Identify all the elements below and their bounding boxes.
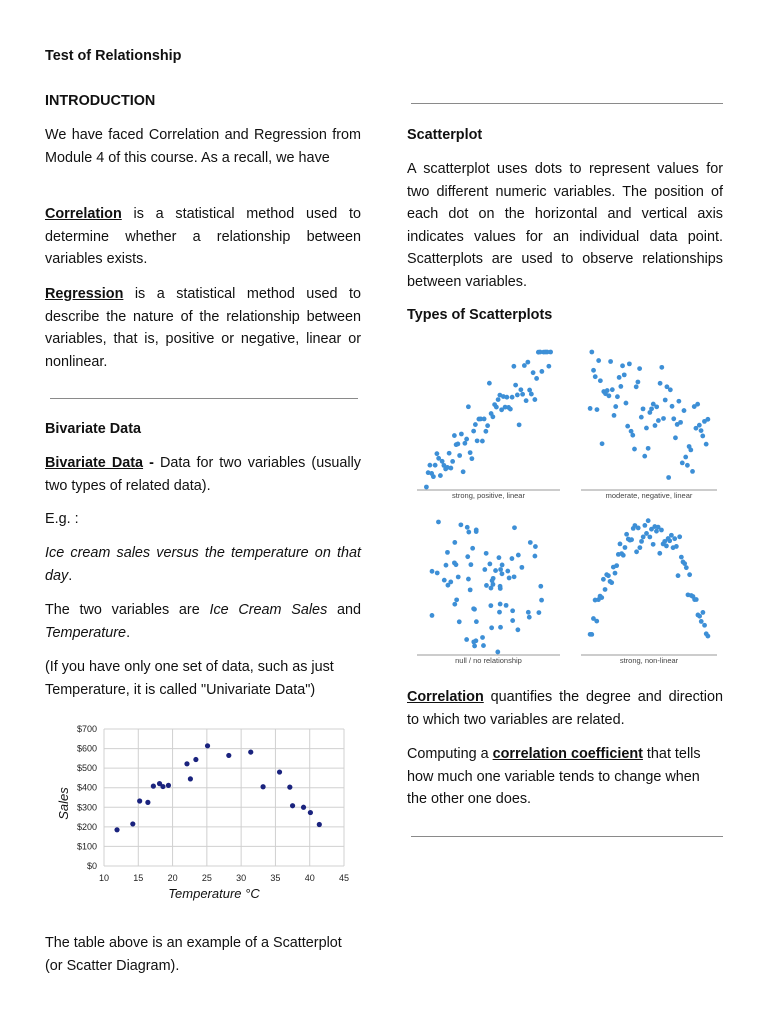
y-tick-label: $100	[76, 841, 97, 852]
example-italic: Ice cream sales versus the temperature on that day	[45, 545, 361, 584]
scatter-dot	[504, 395, 509, 400]
scatter-dot	[668, 387, 673, 392]
scatter-dot	[510, 395, 515, 400]
scatter-dot	[452, 433, 457, 438]
scatter-dot	[466, 577, 471, 582]
scatter-dot	[461, 469, 466, 474]
scatter-dot	[452, 602, 457, 607]
scatter-dot	[699, 619, 704, 624]
bivariate-term: Bivariate Data	[45, 455, 144, 471]
scatter-dot	[465, 554, 470, 559]
scatter-dot	[634, 549, 639, 554]
scatter-dot	[632, 447, 637, 452]
scatter-dot	[468, 450, 473, 455]
scatter-dot	[480, 635, 485, 640]
x-tick-label: 40	[304, 873, 315, 883]
correlation-quantifies-text: quantifies the degree and direction to which two variables are related.	[407, 689, 723, 728]
scatter-dot	[680, 460, 685, 465]
scatter-dot	[487, 381, 492, 386]
scatterplot-paragraph: A scatterplot uses dots to represent values for two different numeric variables. The position of each dot on the horizontal and vertical axis indicates values for an individual data point. Scatterplots are used to observe relationships between variables.	[407, 161, 723, 290]
scatter-dot	[606, 573, 611, 578]
scatter-dot	[539, 369, 544, 374]
scatter-dot	[612, 413, 617, 418]
scatter-dot	[594, 619, 599, 624]
var-ice-cream-sales: Ice Cream Sales	[209, 602, 328, 618]
scatter-dot	[644, 426, 649, 431]
scatter-dot	[471, 429, 476, 434]
scatter-dot	[641, 534, 646, 539]
scatter-dot	[454, 597, 459, 602]
y-tick-label: $700	[76, 724, 97, 734]
scatter-dot	[610, 387, 615, 392]
scatter-dot	[657, 551, 662, 556]
scatter-dot	[608, 359, 613, 364]
scatter-dot	[470, 546, 475, 551]
scatter-dot	[705, 634, 710, 639]
scatter-dot	[646, 446, 651, 451]
scatter-dot	[618, 541, 623, 546]
bivariate-text: Data for two variables (usually two types of related data).	[45, 455, 361, 494]
scatter-dot	[517, 422, 522, 427]
scatter-dot	[667, 538, 672, 543]
scatter-dot	[511, 364, 516, 369]
scatter-dot	[466, 530, 471, 535]
scatter-dot	[705, 417, 710, 422]
scatter-dot	[527, 615, 532, 620]
scatter-dot	[457, 619, 462, 624]
scatter-dot	[504, 603, 509, 608]
scatter-dot	[676, 573, 681, 578]
scatter-dot	[701, 610, 706, 615]
y-tick-label: $600	[76, 743, 97, 754]
coefficient-lead: Computing a	[407, 746, 493, 762]
scatter-dot	[670, 404, 675, 409]
scatter-dot	[704, 442, 709, 447]
scatter-dot	[457, 453, 462, 458]
scatter-dot	[644, 531, 649, 536]
scatter-dot	[699, 428, 704, 433]
scatter-dot	[480, 439, 485, 444]
scatter-dot	[536, 610, 541, 615]
var-temperature: Temperature	[45, 624, 127, 641]
scatter-dot	[630, 433, 635, 438]
panel-caption: null / no relationship	[455, 656, 522, 665]
scatter-dot	[666, 475, 671, 480]
scatter-dot	[702, 623, 707, 628]
scatter-dot	[593, 374, 598, 379]
scatter-dot	[431, 474, 436, 479]
scatter-dot	[596, 358, 601, 363]
scatter-dot	[625, 424, 630, 429]
scatter-dot	[637, 366, 642, 371]
scatter-dot	[469, 456, 474, 461]
univariate-note: (If you have only one set of data, such as just Temperature, it is called "Univariate Data")	[45, 659, 334, 698]
scatter-dot	[674, 544, 679, 549]
scatter-dot	[471, 606, 476, 611]
scatter-dot	[676, 399, 681, 404]
x-tick-label: 30	[236, 873, 247, 883]
coefficient-text: that tells how much one variable tends to change when the other one does.	[407, 746, 701, 807]
scatter-dot	[515, 627, 520, 632]
y-tick-label: $0	[86, 861, 97, 871]
scatter-dot	[427, 463, 432, 468]
bivariate-heading: Bivariate Data	[45, 421, 141, 437]
scatter-dot	[649, 406, 654, 411]
scatter-dot	[664, 544, 669, 549]
scatter-dot	[653, 423, 658, 428]
scatter-dot	[466, 404, 471, 409]
scatter-dot	[548, 350, 553, 355]
scatter-dot	[512, 574, 517, 579]
scatter-dot	[448, 466, 453, 471]
regression-text: is a statistical method used to describe the nature of the relationship between variables, that is, positive or negative, linear or nonlinear.	[45, 286, 361, 370]
scatter-dot	[438, 473, 443, 478]
x-tick-label: 45	[338, 873, 350, 883]
scatter-dot	[659, 365, 664, 370]
y-tick-label: $400	[76, 782, 97, 793]
scatter-dot	[618, 384, 623, 389]
scatter-dot	[508, 407, 513, 412]
scatter-dot	[498, 567, 503, 572]
scatter-dot	[620, 363, 625, 368]
scatter-dot	[440, 459, 445, 464]
scatter-dot	[448, 580, 453, 585]
scatter-dot	[613, 404, 618, 409]
scatter-dot	[495, 650, 500, 655]
scatter-dot	[539, 598, 544, 603]
y-tick-label: $500	[76, 763, 97, 774]
scatter-dot	[685, 463, 690, 468]
panel-caption: strong, non-linear	[619, 656, 679, 665]
scatter-dot	[507, 576, 512, 581]
scatter-dot	[621, 553, 626, 558]
example-end: .	[68, 567, 73, 584]
scatter-dot	[538, 584, 543, 589]
scatter-dot	[524, 398, 529, 403]
scatter-dot	[525, 360, 530, 365]
scatter-dot	[464, 637, 469, 642]
x-axis-label: Temperature °C	[168, 886, 260, 901]
scatter-dot	[646, 518, 651, 523]
scatter-dot	[654, 404, 659, 409]
introduction-paragraph: We have faced Correlation and Regression from Module 4 of this course. As a recall, we have	[45, 127, 361, 166]
scatter-dot	[462, 441, 467, 446]
scatter-dot	[471, 639, 476, 644]
scatter-dot	[485, 423, 490, 428]
scatter-dot	[614, 563, 619, 568]
scatter-dot	[682, 408, 687, 413]
scatter-dot	[433, 463, 438, 468]
scatter-dot	[500, 571, 505, 576]
scatter-dot	[444, 563, 449, 568]
scatter-dot	[459, 432, 464, 437]
scatter-dot	[513, 383, 518, 388]
scatter-dot	[533, 544, 538, 549]
x-tick-label: 20	[167, 873, 178, 883]
scatter-dot	[697, 614, 702, 619]
y-tick-label: $200	[76, 821, 97, 832]
scatter-dot	[498, 584, 503, 589]
scatter-dot	[641, 406, 646, 411]
scatter-dot	[468, 562, 473, 567]
scatter-dot	[651, 542, 656, 547]
scatter-dot	[639, 415, 644, 420]
scatter-dot	[623, 545, 628, 550]
scatter-dot	[489, 625, 494, 630]
scatter-dot	[474, 619, 479, 624]
scatter-dot	[636, 380, 641, 385]
scatter-dot	[694, 597, 699, 602]
scatter-dot	[430, 569, 435, 574]
scatter-dot	[599, 595, 604, 600]
scatter-dot	[516, 553, 521, 558]
scatter-dot	[673, 435, 678, 440]
scatter-dot	[606, 393, 611, 398]
scatter-dot	[497, 555, 502, 560]
scatter-dot	[456, 575, 461, 580]
scatter-dot	[484, 551, 489, 556]
scatter-dot	[688, 447, 693, 452]
x-tick-label: 10	[98, 873, 110, 883]
scatter-dot	[629, 537, 634, 542]
scatter-dot	[468, 587, 473, 592]
scatter-dot	[695, 402, 700, 407]
scatter-dot	[515, 393, 520, 398]
scatter-dot	[498, 602, 503, 607]
scatter-dot	[512, 525, 517, 530]
scatter-dot	[430, 613, 435, 618]
scatter-dot	[496, 397, 501, 402]
bivariate-dash: -	[143, 455, 160, 471]
scatter-dot	[617, 375, 622, 380]
types-heading: Types of Scatterplots	[407, 307, 553, 323]
x-tick-label: 25	[201, 873, 212, 883]
regression-term: Regression	[45, 286, 124, 302]
scatter-dot	[534, 376, 539, 381]
scatter-dot	[639, 539, 644, 544]
scatter-dot	[634, 384, 639, 389]
panel-caption: strong, positive, linear	[452, 491, 525, 500]
scatter-dot	[445, 550, 450, 555]
scatter-dot	[424, 485, 429, 490]
scatter-dot	[589, 632, 594, 637]
scatter-dot	[588, 406, 593, 411]
scatter-dot	[546, 364, 551, 369]
scatter-dot	[659, 528, 664, 533]
scatter-dot	[615, 394, 620, 399]
scatter-dot	[494, 405, 499, 410]
scatter-dot	[528, 540, 533, 545]
scatter-dot	[436, 520, 441, 525]
scatter-dot	[589, 350, 594, 355]
scatter-dot	[518, 387, 523, 392]
x-tick-label: 35	[270, 873, 281, 883]
scatter-dot	[442, 578, 447, 583]
scatter-dot	[529, 392, 534, 397]
panel-caption: moderate, negative, linear	[605, 491, 693, 500]
scatter-dot	[482, 567, 487, 572]
scatter-dot	[683, 455, 688, 460]
two-vars-lead: The two variables are	[45, 602, 210, 618]
correlation-term-2: Correlation	[407, 689, 484, 705]
scatter-dot	[489, 586, 494, 591]
scatter-dot	[627, 361, 632, 366]
scatter-dot	[624, 532, 629, 537]
scatter-dot	[481, 643, 486, 648]
scatter-dot	[465, 525, 470, 530]
y-tick-label: $300	[76, 802, 97, 813]
scatter-dot	[526, 610, 531, 615]
scatter-dot	[591, 368, 596, 373]
scatter-dot	[636, 526, 641, 531]
y-axis-label: Sales	[56, 787, 71, 820]
scatter-dot	[458, 522, 463, 527]
scatter-dot	[531, 370, 536, 375]
scatter-dot	[497, 610, 502, 615]
scatter-dot	[447, 451, 452, 456]
scatter-dot	[510, 618, 515, 623]
two-vars-and: and	[327, 602, 361, 618]
scatter-dot	[473, 422, 478, 427]
scatter-dot	[603, 587, 608, 592]
scatter-dot	[613, 571, 618, 576]
scatter-dot	[452, 540, 457, 545]
scatter-dot	[533, 554, 538, 559]
x-tick-label: 15	[133, 873, 144, 883]
scatter-dot	[434, 451, 439, 456]
scatter-dot	[493, 568, 498, 573]
scatter-dot	[484, 583, 489, 588]
scatter-dot	[474, 529, 479, 534]
correlation-term: Correlation	[45, 206, 122, 222]
scatter-dot	[663, 398, 668, 403]
scatter-dot	[684, 565, 689, 570]
scatterplot-heading: Scatterplot	[407, 127, 483, 143]
scatter-dot	[609, 580, 614, 585]
scatter-dot	[522, 363, 527, 368]
scatter-dot	[464, 437, 469, 442]
scatter-dot	[510, 556, 515, 561]
scatter-dot	[622, 372, 627, 377]
scatter-dot	[687, 572, 692, 577]
scatter-dot	[498, 625, 503, 630]
scatter-dot	[642, 454, 647, 459]
scatter-dot	[642, 523, 647, 528]
scatter-dot	[600, 441, 605, 446]
scatter-dot	[601, 577, 606, 582]
scatter-dot	[637, 545, 642, 550]
scatter-dot	[488, 603, 493, 608]
scatter-dot	[472, 644, 477, 649]
correlation-coefficient-term: correlation coefficient	[492, 746, 643, 762]
scatter-dot	[679, 555, 684, 560]
two-vars-end: .	[126, 624, 131, 641]
scatter-dot	[697, 423, 702, 428]
scatter-dot	[475, 438, 480, 443]
scatter-dot	[598, 378, 603, 383]
scatter-dot	[678, 420, 683, 425]
scatter-dot	[661, 416, 666, 421]
page-title: Test of Relationship	[45, 48, 182, 64]
scatter-dot	[677, 534, 682, 539]
scatter-dot	[483, 429, 488, 434]
scatter-dot	[656, 418, 661, 423]
scatter-dot	[671, 416, 676, 421]
table-note: The table above is an example of a Scatterplot (or Scatter Diagram).	[45, 935, 342, 974]
scatter-dot	[500, 563, 505, 568]
correlation-text: is a statistical method used to determine whether a relationship between variables exists.	[45, 206, 361, 267]
scatter-dot	[658, 381, 663, 386]
scatter-dot	[519, 565, 524, 570]
scatter-dot	[505, 569, 510, 574]
scatter-dot	[672, 536, 677, 541]
scatter-dot	[490, 578, 495, 583]
scatter-dot	[435, 571, 440, 576]
scatter-dot	[490, 414, 495, 419]
scatter-dot	[455, 442, 460, 447]
scatter-dot	[487, 562, 492, 567]
scatter-dot	[452, 560, 457, 565]
scatter-dot	[624, 401, 629, 406]
scatter-dot	[700, 434, 705, 439]
scatter-dot	[595, 407, 600, 412]
example-label: E.g. :	[45, 511, 79, 527]
scatter-dot	[482, 417, 487, 422]
scatter-dot	[647, 535, 652, 540]
scatter-dot	[510, 608, 515, 613]
scatter-dot	[450, 459, 455, 464]
scatter-dot	[690, 469, 695, 474]
scatter-dot	[532, 397, 537, 402]
scatter-dot	[520, 392, 525, 397]
introduction-heading: INTRODUCTION	[45, 93, 156, 109]
scatter-dot	[605, 388, 610, 393]
